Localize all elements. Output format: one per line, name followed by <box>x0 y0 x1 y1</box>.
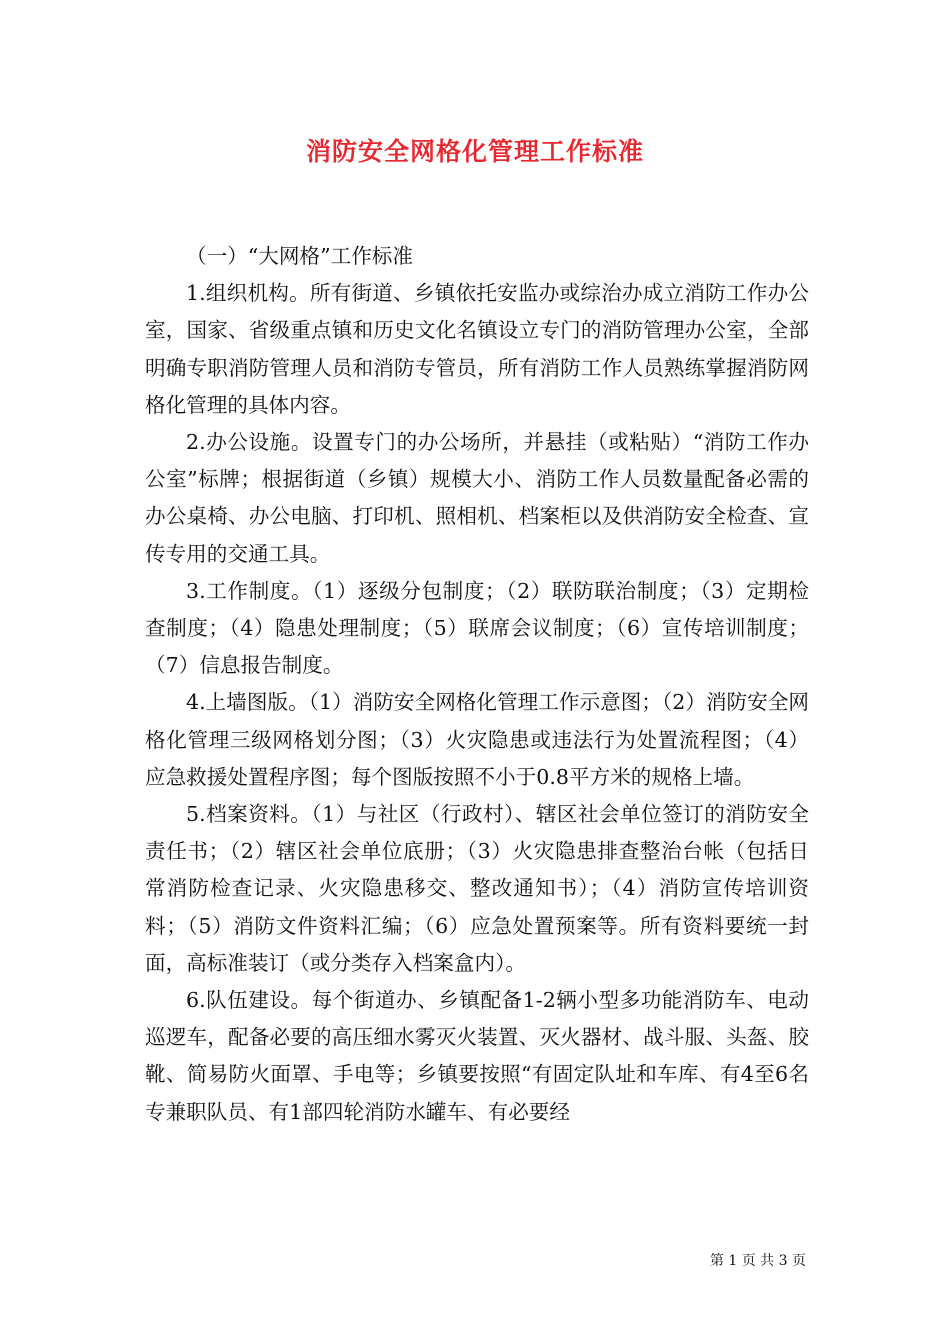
paragraph-work-system: 3.工作制度。（1）逐级分包制度；（2）联防联治制度；（3）定期检查制度；（4）隐患处理制度；（5）联席会议制度；（6）宣传培训制度；（7）信息报告制度。 <box>145 578 809 678</box>
paragraph-wall-charts: 4.上墙图版。（1）消防安全网格化管理工作示意图；（2）消防安全网格化管理三级网格划分图；（3）火灾隐患或违法行为处置流程图；（4）应急救援处置程序图；每个图版按照不小于0.8平方米的规格上墙。 <box>145 690 809 789</box>
paragraph-organization: 1.组织机构。所有街道、乡镇依托安监办或综治办成立消防工作办公室，国家、省级重点镇和历史文化名镇设立专门的消防管理办公室，全部明确专职消防管理人员和消防专管员，所有消防工作人员熟练掌握消防网格化管理的具体内容。 <box>145 281 809 417</box>
document-title: 消防安全网格化管理工作标准 <box>305 137 644 166</box>
paragraph-office-facilities: 2.办公设施。设置专门的办公场所，并悬挂（或粘贴）“消防工作办公室”标牌；根据街道（乡镇）规模大小、消防工作人员数量配备必需的办公桌椅、办公电脑、打印机、照相机、档案柜以及供消防安全检查、宣传专用的交通工具。 <box>145 430 809 566</box>
section-heading: （一）“大网格”工作标准 <box>186 244 413 268</box>
page-number: 第 1 页 共 3 页 <box>709 1253 806 1269</box>
paragraph-team-building: 6.队伍建设。每个街道办、乡镇配备1-2辆小型多功能消防车、电动巡逻车，配备必要的高压细水雾灭火装置、灭火器材、战斗服、头盔、胶靴、简易防火面罩、手电等；乡镇要按照“有固定队址和车库、有4至6名专兼职队员、有1部四轮消防水罐车、有必要经 <box>145 988 809 1124</box>
document-body <box>145 238 809 1131</box>
paragraph-archives: 5.档案资料。（1）与社区（行政村）、辖区社会单位签订的消防安全责任书；（2）辖区社会单位底册；（3）火灾隐患排查整治台帐（包括日常消防检查记录、火灾隐患移交、整改通知书）；（4）消防宣传培训资料；（5）消防文件资料汇编；（6）应急处置预案等。所有资料要统一封面，高标准装订（或分类存入档案盒内）。 <box>145 802 809 975</box>
